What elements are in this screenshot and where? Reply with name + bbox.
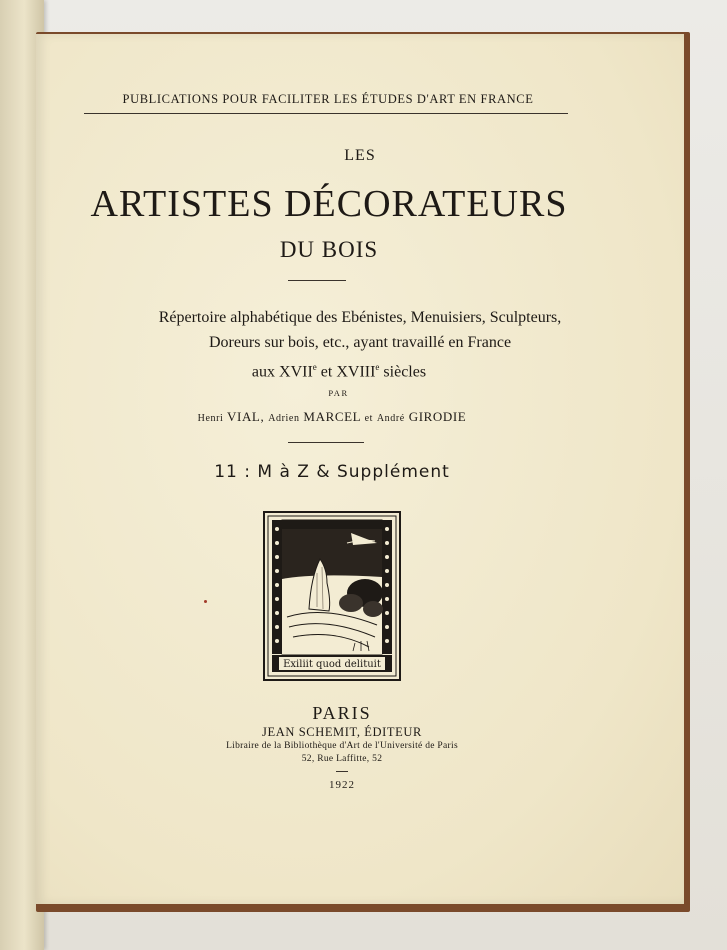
title-subtitle: DU BOIS [279,237,379,262]
description-line-3-middle: et XVIII [316,363,376,381]
printers-device-engraving [263,511,401,681]
author-2-first: Adrien [268,413,300,424]
publisher-libraire: Libraire de la Bibliothèque d'Art de l'Université de Paris [226,741,458,751]
superscript-e: e [312,362,317,372]
authors-divider [288,442,364,443]
description-line-3-suffix: siècles [379,363,427,381]
description-line-1: Répertoire alphabétique des Ebénistes, Menuisiers, Sculpteurs, [158,309,562,326]
description-line-3 [0,355,684,385]
volume-label: 11 : M à Z & Supplément [214,462,450,482]
publication-year: 1922 [329,779,355,791]
publisher-name: JEAN SCHEMIT, ÉDITEUR [262,725,422,739]
paper-speck [204,600,207,603]
author-2-last: MARCEL [303,409,361,424]
publisher-city: PARIS [312,703,372,723]
title-article: LES [344,147,376,164]
par-label: PAR [328,388,349,398]
main-title: ARTISTES DÉCORATEURS [90,183,568,225]
author-1-last: VIAL, [227,409,265,424]
title-page [36,34,684,904]
author-3-first: André [376,413,405,424]
publisher-address: 52, Rue Laffitte, 52 [301,754,383,764]
title-divider [288,280,346,281]
series-underline [84,113,568,114]
description-line-2: Doreurs sur bois, etc., ayant travaillé en France [208,333,512,351]
superscript-e: e [375,362,380,372]
device-motto: Exiliit quod delituit [283,659,381,670]
authors-line [36,409,628,425]
author-1-first: Henri [197,413,224,424]
author-conjunction: et [364,413,373,424]
address-divider [336,771,348,772]
series-line: PUBLICATIONS POUR FACILITER LES ÉTUDES D'ART EN FRANCE [122,92,534,106]
fountain-emblem-icon [265,513,399,679]
description-line-3-prefix: aux XVII [251,363,313,381]
description [36,306,684,385]
author-3-last: GIRODIE [408,409,467,424]
